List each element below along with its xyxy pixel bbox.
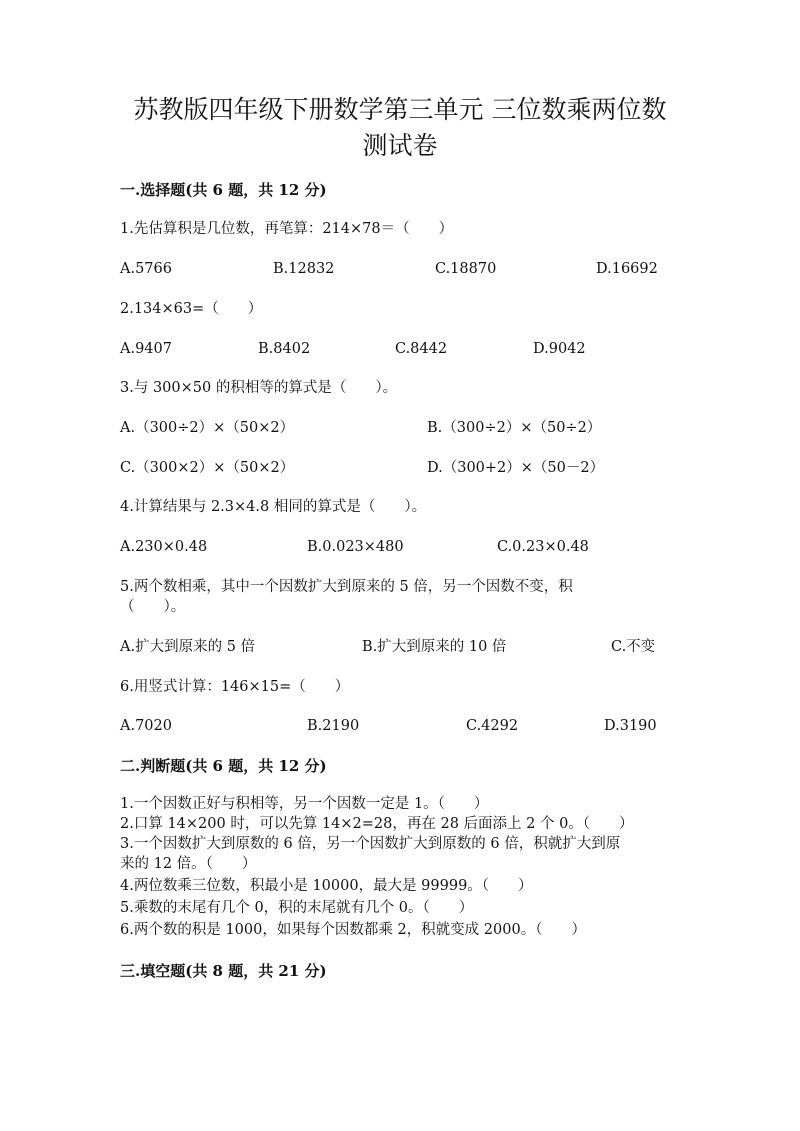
- question-2-option-d[interactable]: D.9042: [533, 341, 586, 357]
- question-6-option-c[interactable]: C.4292: [466, 718, 519, 734]
- question-5-option-b[interactable]: B.扩大到原来的 10 倍: [362, 639, 507, 655]
- question-5-text-cont: （ ）。: [120, 599, 186, 615]
- question-5-text: 5.两个数相乘，其中一个因数扩大到原来的 5 倍，另一个因数不变，积: [120, 579, 573, 595]
- question-1-option-d[interactable]: D.16692: [596, 261, 658, 277]
- question-1-option-c[interactable]: C.18870: [435, 261, 497, 277]
- question-1-option-b[interactable]: B.12832: [273, 261, 335, 277]
- question-2-option-c[interactable]: C.8442: [395, 341, 448, 357]
- question-1-option-a[interactable]: A.5766: [120, 261, 172, 277]
- question-4-text: 4.计算结果与 2.3×4.8 相同的算式是（ ）。: [120, 499, 427, 515]
- question-4-option-a[interactable]: A.230×0.48: [120, 539, 208, 555]
- question-2-text: 2.134×63=（ ）: [120, 301, 263, 317]
- question-4-option-c[interactable]: C.0.23×0.48: [497, 539, 589, 555]
- question-2-option-a[interactable]: A.9407: [120, 341, 172, 357]
- judge-item-5: 5.乘数的末尾有几个 0，积的末尾就有几个 0。（ ）: [120, 900, 474, 916]
- question-6-option-b[interactable]: B.2190: [307, 718, 360, 734]
- page-title-line1: 苏教版四年级下册数学第三单元 三位数乘两位数: [133, 95, 667, 124]
- question-6-text: 6.用竖式计算：146×15=（ ）: [120, 679, 350, 695]
- judge-item-3-cont: 来的 12 倍。（ ）: [120, 856, 257, 872]
- question-5-option-c[interactable]: C.不变: [611, 639, 656, 655]
- section-heading-judge: 二.判断题(共 6 题，共 12 分): [120, 757, 327, 775]
- page-title-line2: 测试卷: [362, 131, 438, 160]
- judge-item-2: 2.口算 14×200 时，可以先算 14×2=28，再在 28 后面添上 2 个 0。（ ）: [120, 816, 634, 832]
- question-4-option-b[interactable]: B.0.023×480: [307, 539, 404, 555]
- question-3-option-d[interactable]: D.（300+2）×（50－2）: [427, 460, 605, 476]
- question-1-text: 1.先估算积是几位数，再笔算：214×78＝（ ）: [120, 221, 454, 237]
- judge-item-6: 6.两个数的积是 1000，如果每个因数都乘 2，积就变成 2000。（ ）: [120, 922, 586, 938]
- question-3-option-b[interactable]: B.（300÷2）×（50÷2）: [427, 420, 602, 436]
- question-3-option-c[interactable]: C.（300×2）×（50×2）: [120, 460, 295, 476]
- question-6-option-d[interactable]: D.3190: [604, 718, 657, 734]
- question-5-option-a[interactable]: A.扩大到原来的 5 倍: [120, 639, 256, 655]
- judge-item-4: 4.两位数乘三位数，积最小是 10000，最大是 99999。（ ）: [120, 878, 533, 894]
- section-heading-choice: 一.选择题(共 6 题，共 12 分): [120, 181, 327, 199]
- question-3-option-a[interactable]: A.（300÷2）×（50×2）: [120, 420, 295, 436]
- question-3-text: 3.与 300×50 的积相等的算式是（ ）。: [120, 380, 398, 396]
- question-6-option-a[interactable]: A.7020: [120, 718, 172, 734]
- section-heading-fill: 三.填空题(共 8 题，共 21 分): [120, 962, 327, 980]
- judge-item-1: 1.一个因数正好与积相等，另一个因数一定是 1。（ ）: [120, 796, 489, 812]
- judge-item-3: 3.一个因数扩大到原数的 6 倍，另一个因数扩大到原数的 6 倍，积就扩大到原: [120, 836, 621, 852]
- question-2-option-b[interactable]: B.8402: [258, 341, 311, 357]
